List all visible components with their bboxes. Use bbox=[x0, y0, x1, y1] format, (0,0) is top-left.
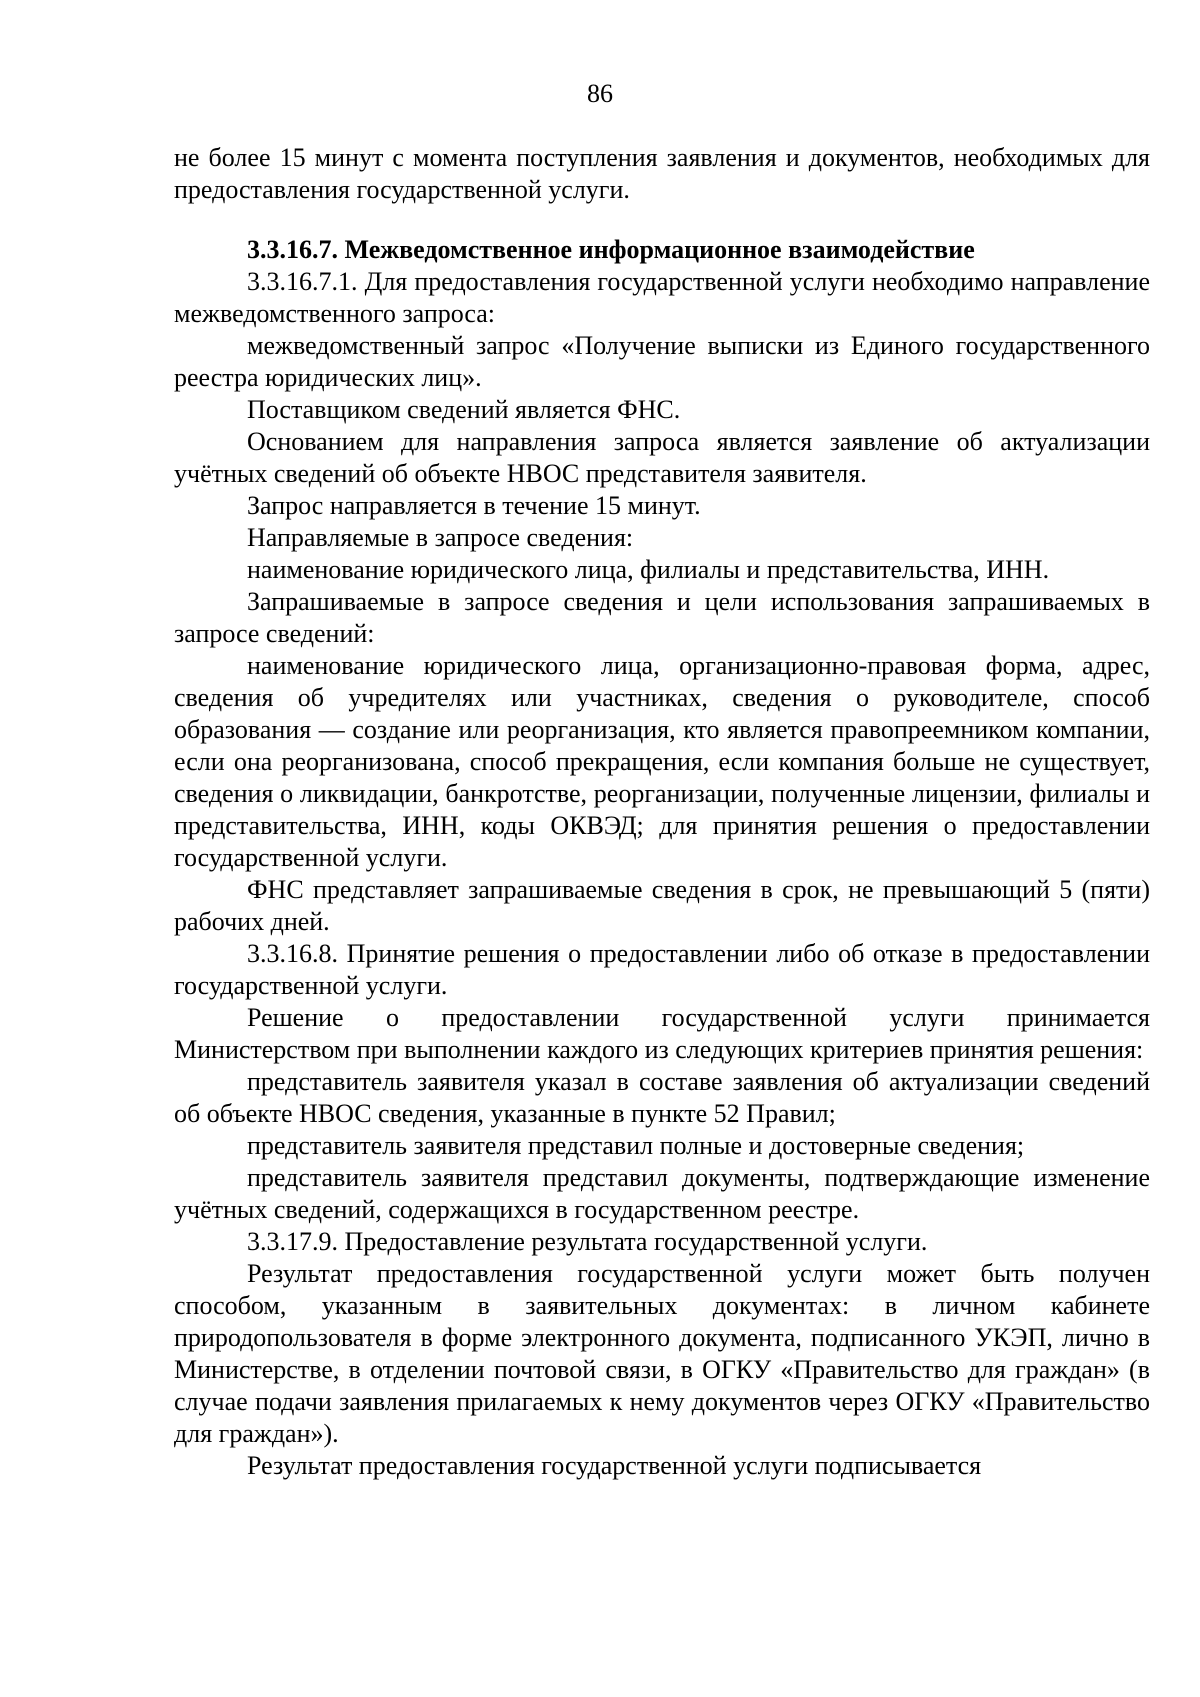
paragraph: Поставщиком сведений является ФНС. bbox=[247, 395, 681, 424]
paragraph: 3.3.16.8. Принятие решения о предоставлении либо об отказе в предоставлении государственной услуги. bbox=[174, 939, 1150, 1000]
paragraph: Направляемые в запросе сведения: bbox=[247, 523, 634, 552]
paragraph: Результат предоставления государственной услуги подписывается bbox=[247, 1451, 982, 1480]
document-body bbox=[174, 142, 1150, 1482]
paragraph: 3.3.17.9. Предоставление результата государственной услуги. bbox=[247, 1227, 928, 1256]
paragraph: Запрашиваемые в запросе сведения и цели использования запрашиваемых в запросе сведений: bbox=[174, 587, 1150, 648]
paragraph: не более 15 минут с момента поступления заявления и документов, необходимых для предоставления государственной услуги. bbox=[174, 143, 1150, 204]
paragraph: Решение о предоставлении государственной услуги принимается Министерством при выполнении каждого из следующих критериев принятия решения: bbox=[174, 1003, 1150, 1064]
paragraph: представитель заявителя указал в составе заявления об актуализации сведений об объекте НВОС сведения, указанные в пункте 52 Правил; bbox=[174, 1067, 1150, 1128]
section-heading: 3.3.16.7. Межведомственное информационное взаимодействие bbox=[247, 235, 975, 264]
paragraph: Результат предоставления государственной услуги может быть получен способом, указанным в заявительных документах: в личном кабинете природопользователя в форме электронного документа, подписанного УКЭП, лично в Министерстве, в отделении почтовой связи, в ОГКУ «Правительство для граждан» (в случае подачи заявления прилагаемых к нему документов через ОГКУ «Правительство для граждан»). bbox=[174, 1259, 1150, 1448]
paragraph: представитель заявителя представил документы, подтверждающие изменение учётных сведений, содержащихся в государственном реестре. bbox=[174, 1163, 1150, 1224]
paragraph: Основанием для направления запроса является заявление об актуализации учётных сведений об объекте НВОС представителя заявителя. bbox=[174, 427, 1150, 488]
paragraph: ФНС представляет запрашиваемые сведения в срок, не превышающий 5 (пяти) рабочих дней. bbox=[174, 875, 1150, 936]
paragraph: представитель заявителя представил полные и достоверные сведения; bbox=[247, 1131, 1025, 1160]
paragraph: Запрос направляется в течение 15 минут. bbox=[247, 491, 701, 520]
paragraph: наименование юридического лица, организационно-правовая форма, адрес, сведения об учредителях или участниках, сведения о руководителе, способ образования — создание или реорганизация, кто является правопреемником компании, если она реорганизована, способ прекращения, если компания больше не существует, сведения о ликвидации, банкротстве, реорганизации, полученные лицензии, филиалы и представительства, ИНН, коды ОКВЭД; для принятия решения о предоставлении государственной услуги. bbox=[174, 651, 1150, 872]
paragraph: 3.3.16.7.1. Для предоставления государственной услуги необходимо направление межведомственного запроса: bbox=[174, 267, 1150, 328]
page-number: 86 bbox=[587, 79, 613, 108]
paragraph: наименование юридического лица, филиалы и представительства, ИНН. bbox=[247, 555, 1050, 584]
paragraph: межведомственный запрос «Получение выписки из Единого государственного реестра юридических лиц». bbox=[174, 331, 1150, 392]
